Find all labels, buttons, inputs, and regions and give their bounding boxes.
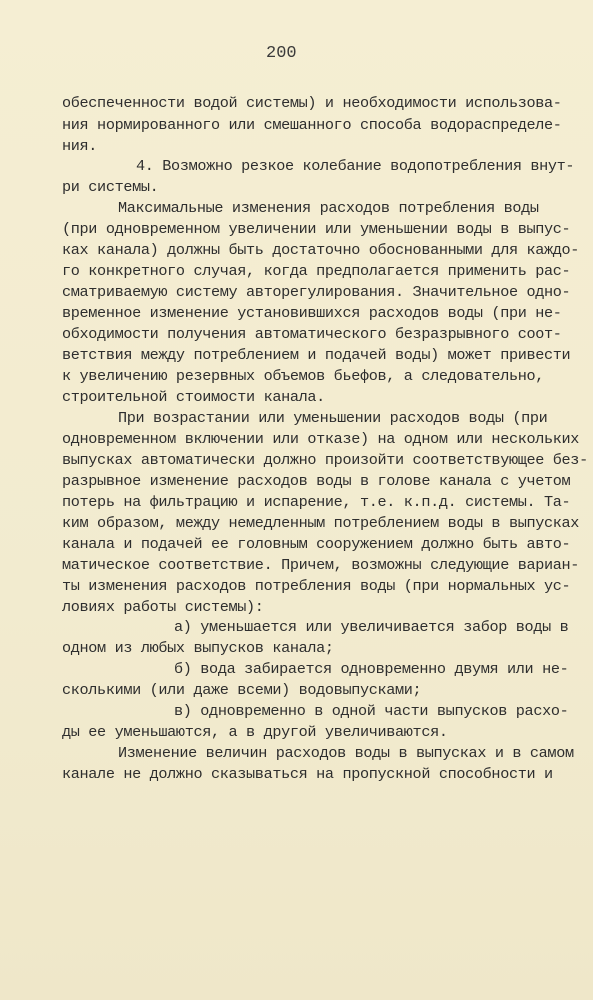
text-line: к увеличению резервных объемов бьефов, а следовательно, [62,367,545,385]
text-line: канала и подачей ее головным сооружением должно быть авто- [62,535,571,553]
text-line: временное изменение установившихся расходов воды (при не- [62,304,562,322]
text-line: Максимальные изменения расходов потребления воды [118,199,539,217]
text-line: ния. [62,137,98,155]
text-line: (при одновременном увеличении или уменьшении воды в выпус- [62,220,571,238]
text-line: го конкретного случая, когда предполагается применить рас- [62,262,571,280]
text-line: одновременном включении или отказе) на одном или нескольких [62,430,580,448]
text-line: Изменение величин расходов воды в выпусках и в самом [118,744,574,762]
text-line: потерь на фильтрацию и испарение, т.е. к.п.д. системы. Та- [62,493,571,511]
text-line: ках канала) должны быть достаточно обоснованными для каждо- [62,241,580,259]
text-line: При возрастании или уменьшении расходов воды (при [118,409,548,427]
text-line: б) вода забирается одновременно двумя или не- [174,660,569,678]
text-line: выпусках автоматически должно произойти соответствующее без- [62,451,588,469]
text-line: сматриваемую систему авторегулирования. Значительное одно- [62,283,571,301]
text-line: матическое соответствие. Причем, возможны следующие вариан- [62,556,580,574]
text-line: сколькими (или даже всеми) водовыпусками; [62,681,422,699]
text-line: в) одновременно в одной части выпусков расхо- [174,702,569,720]
text-line: строительной стоимости канала. [62,388,325,406]
page-number: 200 [266,44,297,63]
text-line: обеспеченности водой системы) и необходимости использова- [62,94,562,112]
text-line: канале не должно сказываться на пропускной способности и [62,765,553,783]
text-line: ким образом, между немедленным потреблением воды в выпусках [62,514,580,532]
text-line: одном из любых выпусков канала; [62,639,334,657]
text-line: разрывное изменение расходов воды в голове канала с учетом [62,472,571,490]
text-line: ты изменения расходов потребления воды (при нормальных ус- [62,577,571,595]
text-line: ветствия между потреблением и подачей воды) может привести [62,346,571,364]
text-line: а) уменьшается или увеличивается забор воды в [174,618,569,636]
text-line: ловиях работы системы): [62,598,264,616]
text-line: обходимости получения автоматического безразрывного соот- [62,325,562,343]
text-line: ри системы. [62,178,159,196]
text-line: 4. Возможно резкое колебание водопотребления внут- [136,157,575,175]
text-line: ды ее уменьшаются, а в другой увеличиваются. [62,723,448,741]
text-line: ния нормированного или смешанного способа водораспределе- [62,116,562,134]
